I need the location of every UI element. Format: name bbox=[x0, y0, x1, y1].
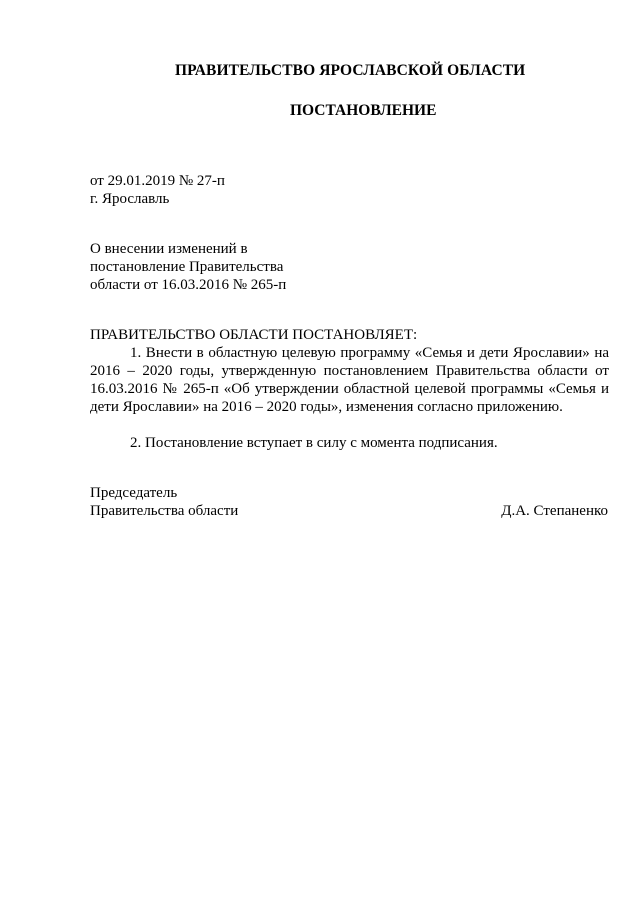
item-2-paragraph: 2. Постановление вступает в силу с момента подписания. bbox=[130, 435, 498, 451]
preamble: ПРАВИТЕЛЬСТВО ОБЛАСТИ ПОСТАНОВЛЯЕТ: bbox=[90, 327, 418, 343]
item-1-paragraph: 1. Внести в областную целевую программу «Семья и дети Ярославии» на 2016 – 2020 годы, утвержденную постановлением Правительства области от 16.03.2016 № 265-п «Об утверждении областной целевой программы «Семья и дети Ярославии» на 2016 – 2020 годы», изменения согласно приложению. bbox=[90, 345, 609, 415]
organization-title: ПРАВИТЕЛЬСТВО ЯРОСЛАВСКОЙ ОБЛАСТИ bbox=[175, 62, 526, 79]
date-number: от 29.01.2019 № 27-п bbox=[90, 173, 225, 189]
signatory-title-line-2: Правительства области bbox=[90, 503, 239, 519]
subject-line-3: области от 16.03.2016 № 265-п bbox=[90, 277, 287, 293]
document-type-title: ПОСТАНОВЛЕНИЕ bbox=[290, 102, 437, 119]
city: г. Ярославль bbox=[90, 191, 170, 207]
subject-line-1: О внесении изменений в bbox=[90, 241, 248, 257]
subject-line-2: постановление Правительства bbox=[90, 259, 284, 275]
signatory-title-line-1: Председатель bbox=[90, 485, 178, 501]
signatory-name: Д.А. Степаненко bbox=[501, 503, 608, 519]
